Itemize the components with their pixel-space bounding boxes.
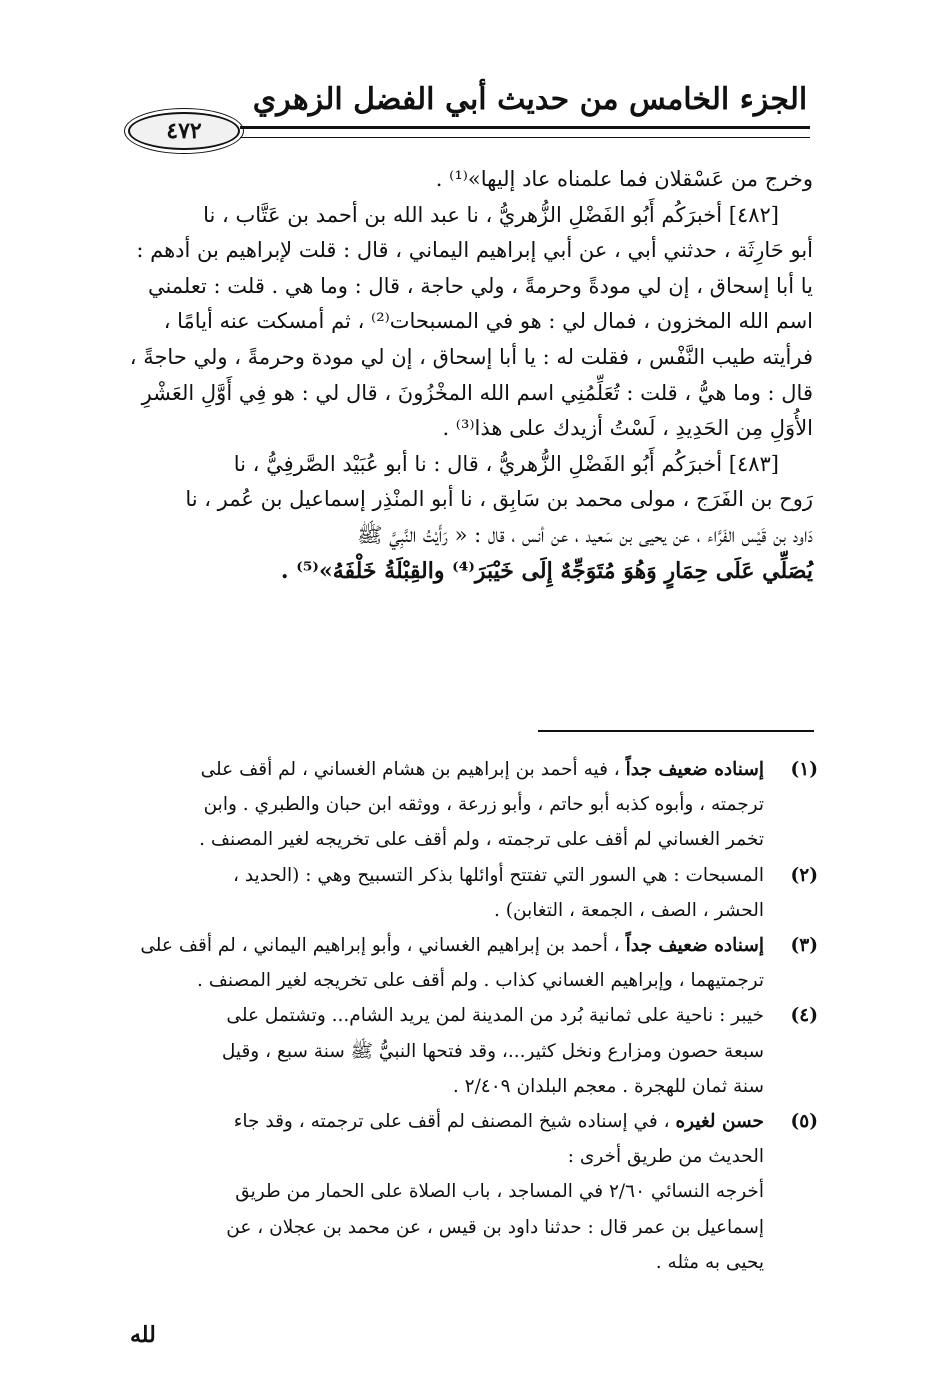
footnote-text: الحديث من طريق أخرى : [567,1146,764,1168]
footnote-5 [128,1104,818,1280]
footnote-text: سنة ثمان للهجرة . معجم البلدان ٢/٤٠٩ . [452,1075,764,1097]
main-line: دَاود بن قَيْس الفَرَّاء ، عن يحيى بن سَعيد ، عن أنس ، قال : « رَأَيْتُ النَّبِيَّ ﷺ [357,522,813,547]
footnote-grade: حسن لغيره [675,1111,764,1133]
footnotes [128,752,818,1280]
footnote-text: ، أحمد بن إبراهيم الغساني ، وأبو إبراهيم اليماني ، لم أقف على [140,935,620,957]
footnote-number: (٢) [790,864,818,886]
footnote-grade: إسناده ضعيف جداً [625,935,764,957]
footnote-text: تخمر الغساني لم أقف على ترجمته ، ولم أقف على تخريجه لغير المصنف . [199,829,764,851]
footnote-number: (١) [790,759,818,780]
main-line: رَوح بن الفَرَج ، مولى محمد بن سَابِق ، نا أبو المنْذِر إسماعيل بن عُمر ، نا [185,487,813,512]
footnote-text: خيبر : ناحية على ثمانية بُرد من المدينة لمن يريد الشام... وتشتمل على [226,1005,764,1027]
footnote-text: الحشر ، الصف ، الجمعة ، التغابن) . [494,899,764,921]
footnote-text: ، فيه أحمد بن إبراهيم بن هشام الغساني ، لم أقف على [200,759,620,780]
main-line: وخرج من عَسْقلان فما علمناه عاد إليها»⁽¹⁾ . [435,167,813,191]
footnote-3 [128,928,818,998]
hadith-482-line: [٤٨٢] أخبرَكُم أَبُو الفَضْلِ الزُّهريُّ ، نا عبد الله بن أحمد بن عَتَّاب ، نا [203,202,779,227]
footnote-text: أخرجه النسائي ٢/٦٠ في المساجد ، باب الصلاة على الحمار من طريق [235,1181,764,1203]
footnote-grade: إسناده ضعيف جداً [625,759,764,780]
footnote-4 [128,998,818,1104]
page-header [120,82,810,156]
main-line: الأُوَلِ مِن الحَدِيدِ ، لَسْتُ أزيدك على هذا⁽³⁾ . [442,416,813,441]
footnote-number: (٣) [790,935,818,957]
main-text [128,162,813,589]
main-line: اسم الله المخزون ، فمال لي : هو في المسبحات⁽²⁾ ، ثم أمسكت عنه أيامًا ، [163,309,813,334]
footnote-text: المسبحات : هي السور التي تفتتح أوائلها بذكر التسبيح وهي : (الحديد ، [232,864,764,886]
main-line: أبو حَارِثَة ، حدثني أبي ، عن أبي إبراهيم اليماني ، قال : قلت لإبراهيم بن أدهم : [136,238,813,263]
footnote-number: (٥) [790,1111,818,1133]
footnote-2 [128,858,818,928]
hadith-483-line: [٤٨٣] أخبرَكُم أَبُو الفَضْلِ الزُّهريُّ ، قال : نا أبو عُبَيْد الصَّرفِيُّ ، نا [233,451,779,476]
footnote-number: (٤) [790,1005,818,1027]
main-line: قال : وما هيُّ ، قلت : تُعَلِّمُنِي اسم الله المخْزُونَ ، قال لي : هو فِي أَوَّلِ العَشْرِ [141,380,813,405]
header-rule [240,126,810,138]
footnote-separator [538,730,814,732]
main-line: فرأيته طيب النَّفْس ، فقلت له : يا أبا إسحاق ، إن لي مودة وحرمةً ، ولي حاجةً ، [129,344,813,369]
main-line: يا أبا إسحاق ، إن لي مودةً وحرمةً ، ولي حاجة ، قال : وما هي . قلت : تعلمني [147,273,813,298]
footnote-text: ترجمته ، وأبوه كذبه أبو حاتم ، وأبو زرعة ، ووثقه ابن حبان والطبري . وابن [203,794,764,816]
page-number: ٤٧٢ [128,112,240,150]
hadith-matn-line: يُصَلِّي عَلَى حِمَارٍ وَهُوَ مُتَوَجِّهٌ إِلَى خَيْبَرَ⁽⁴⁾ والقِبْلَةُ خَلْفَهُ»⁽⁵⁾ . [280,557,813,584]
running-title: الجزء الخامس من حديث أبي الفضل الزهري [252,82,808,117]
footer-mark: لله [130,1322,156,1348]
footnote-text: يحيى به مثله . [655,1251,764,1273]
footnote-text: ، في إسناده شيخ المصنف لم أقف على ترجمته ، وقد جاء [233,1111,670,1133]
footnote-text: إسماعيل بن عمر قال : حدثنا داود بن قيس ، عن محمد بن عجلان ، عن [226,1216,764,1238]
footnote-text: سبعة حصون ومزارع ونخل كثير...، وقد فتحها النبيُّ ﷺ سنة سبع ، وقيل [221,1040,764,1062]
footnote-text: ترجمتيهما ، وإبراهيم الغساني كذاب . ولم أقف على تخريجه لغير المصنف . [196,970,764,992]
footnote-1 [128,752,818,858]
